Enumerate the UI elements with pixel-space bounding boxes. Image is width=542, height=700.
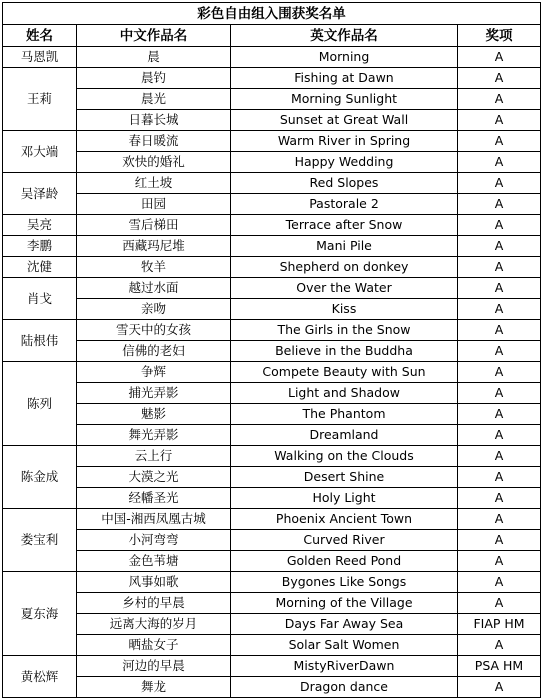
- english-title-cell: Compete Beauty with Sun: [231, 362, 458, 383]
- chinese-title-cell: 捕光弄影: [77, 383, 231, 404]
- table-row: [3, 530, 541, 551]
- chinese-title-cell: 小河弯弯: [77, 530, 231, 551]
- english-title-cell: Fishing at Dawn: [231, 68, 458, 89]
- chinese-title-cell: 晨钓: [77, 68, 231, 89]
- english-title-cell: Bygones Like Songs: [231, 572, 458, 593]
- award-cell: A: [458, 488, 541, 509]
- english-title-cell: The Phantom: [231, 404, 458, 425]
- chinese-title-cell: 经幡圣光: [77, 488, 231, 509]
- chinese-title-cell: 越过水面: [77, 278, 231, 299]
- award-cell: A: [458, 677, 541, 698]
- english-title-cell: Mani Pile: [231, 236, 458, 257]
- chinese-title-cell: 晨光: [77, 89, 231, 110]
- award-cell: A: [458, 131, 541, 152]
- english-title-cell: Warm River in Spring: [231, 131, 458, 152]
- award-cell: A: [458, 572, 541, 593]
- photographer-name-cell: 马恩凯: [3, 47, 77, 68]
- award-cell: A: [458, 551, 541, 572]
- award-cell: A: [458, 530, 541, 551]
- english-title-cell: Curved River: [231, 530, 458, 551]
- table-row: [3, 425, 541, 446]
- english-title-cell: Believe in the Buddha: [231, 341, 458, 362]
- award-cell: A: [458, 110, 541, 131]
- table-row: [3, 488, 541, 509]
- award-cell: A: [458, 89, 541, 110]
- table-row: [3, 299, 541, 320]
- photographer-name-cell: 李鹏: [3, 236, 77, 257]
- english-title-cell: Holy Light: [231, 488, 458, 509]
- english-title-cell: Happy Wedding: [231, 152, 458, 173]
- chinese-title-cell: 亲吻: [77, 299, 231, 320]
- english-title-cell: Morning Sunlight: [231, 89, 458, 110]
- award-cell: A: [458, 257, 541, 278]
- table-row: [3, 89, 541, 110]
- table-row: [3, 173, 541, 194]
- award-cell: A: [458, 173, 541, 194]
- english-title-cell: Desert Shine: [231, 467, 458, 488]
- award-cell: A: [458, 68, 541, 89]
- table-row: [3, 446, 541, 467]
- photographer-name-cell: 沈健: [3, 257, 77, 278]
- header-row: [3, 25, 541, 47]
- award-cell: A: [458, 425, 541, 446]
- english-title-cell: Kiss: [231, 299, 458, 320]
- chinese-title-cell: 日暮长城: [77, 110, 231, 131]
- award-cell: A: [458, 278, 541, 299]
- english-title-cell: Red Slopes: [231, 173, 458, 194]
- english-title-cell: Pastorale 2: [231, 194, 458, 215]
- award-cell: A: [458, 467, 541, 488]
- table-row: [3, 278, 541, 299]
- award-cell: A: [458, 152, 541, 173]
- english-title-cell: Shepherd on donkey: [231, 257, 458, 278]
- chinese-title-cell: 欢快的婚礼: [77, 152, 231, 173]
- table-row: [3, 383, 541, 404]
- award-cell: A: [458, 194, 541, 215]
- award-cell: A: [458, 635, 541, 656]
- award-table-body: [3, 47, 541, 698]
- award-cell: A: [458, 593, 541, 614]
- chinese-title-cell: 舞龙: [77, 677, 231, 698]
- photographer-name-cell: 陈列: [3, 362, 77, 446]
- award-cell: A: [458, 446, 541, 467]
- english-title-cell: Golden Reed Pond: [231, 551, 458, 572]
- award-table: [2, 2, 541, 698]
- chinese-title-cell: 乡村的早晨: [77, 593, 231, 614]
- table-row: [3, 614, 541, 635]
- table-row: [3, 509, 541, 530]
- award-cell: A: [458, 47, 541, 68]
- chinese-title-cell: 雪天中的女孩: [77, 320, 231, 341]
- chinese-title-cell: 信佛的老妇: [77, 341, 231, 362]
- chinese-title-cell: 晒盐女子: [77, 635, 231, 656]
- chinese-title-cell: 大漠之光: [77, 467, 231, 488]
- table-row: [3, 635, 541, 656]
- english-title-cell: Walking on the Clouds: [231, 446, 458, 467]
- photographer-name-cell: 陈金成: [3, 446, 77, 509]
- chinese-title-cell: 晨: [77, 47, 231, 68]
- award-cell: FIAP HM: [458, 614, 541, 635]
- award-cell: A: [458, 215, 541, 236]
- english-title-cell: Morning: [231, 47, 458, 68]
- chinese-title-cell: 远离大海的岁月: [77, 614, 231, 635]
- table-row: [3, 110, 541, 131]
- table-row: [3, 362, 541, 383]
- photographer-name-cell: 娄宝利: [3, 509, 77, 572]
- table-row: [3, 593, 541, 614]
- table-row: [3, 320, 541, 341]
- english-title-cell: Light and Shadow: [231, 383, 458, 404]
- table-row: [3, 677, 541, 698]
- english-title-cell: MistyRiverDawn: [231, 656, 458, 677]
- english-title-cell: Morning of the Village: [231, 593, 458, 614]
- chinese-title-cell: 争辉: [77, 362, 231, 383]
- table-row: [3, 236, 541, 257]
- table-row: [3, 68, 541, 89]
- table-row: [3, 341, 541, 362]
- english-title-cell: Solar Salt Women: [231, 635, 458, 656]
- chinese-title-cell: 舞光弄影: [77, 425, 231, 446]
- english-title-cell: Days Far Away Sea: [231, 614, 458, 635]
- chinese-title-cell: 春日暖流: [77, 131, 231, 152]
- photographer-name-cell: 黄松辉: [3, 656, 77, 698]
- header-cn-title: 中文作品名: [77, 25, 231, 47]
- table-row: [3, 551, 541, 572]
- table-row: [3, 572, 541, 593]
- award-cell: A: [458, 404, 541, 425]
- english-title-cell: Dreamland: [231, 425, 458, 446]
- award-cell: PSA HM: [458, 656, 541, 677]
- photographer-name-cell: 邓大端: [3, 131, 77, 173]
- award-cell: A: [458, 383, 541, 404]
- table-title: 彩色自由组入围获奖名单: [3, 3, 541, 25]
- award-cell: A: [458, 320, 541, 341]
- photographer-name-cell: 吴亮: [3, 215, 77, 236]
- english-title-cell: Sunset at Great Wall: [231, 110, 458, 131]
- header-en-title: 英文作品名: [231, 25, 458, 47]
- chinese-title-cell: 中国-湘西凤凰古城: [77, 509, 231, 530]
- chinese-title-cell: 田园: [77, 194, 231, 215]
- award-cell: A: [458, 341, 541, 362]
- chinese-title-cell: 河边的早晨: [77, 656, 231, 677]
- table-row: [3, 215, 541, 236]
- photographer-name-cell: 陆根伟: [3, 320, 77, 362]
- table-row: [3, 152, 541, 173]
- table-row: [3, 467, 541, 488]
- chinese-title-cell: 西藏玛尼堆: [77, 236, 231, 257]
- table-row: [3, 194, 541, 215]
- photographer-name-cell: 吴泽龄: [3, 173, 77, 215]
- photographer-name-cell: 王莉: [3, 68, 77, 131]
- chinese-title-cell: 云上行: [77, 446, 231, 467]
- english-title-cell: Dragon dance: [231, 677, 458, 698]
- chinese-title-cell: 魅影: [77, 404, 231, 425]
- english-title-cell: Terrace after Snow: [231, 215, 458, 236]
- photographer-name-cell: 肖戈: [3, 278, 77, 320]
- table-row: [3, 404, 541, 425]
- table-row: [3, 257, 541, 278]
- award-cell: A: [458, 299, 541, 320]
- chinese-title-cell: 红土坡: [77, 173, 231, 194]
- english-title-cell: Phoenix Ancient Town: [231, 509, 458, 530]
- english-title-cell: Over the Water: [231, 278, 458, 299]
- award-cell: A: [458, 236, 541, 257]
- award-cell: A: [458, 509, 541, 530]
- photographer-name-cell: 夏东海: [3, 572, 77, 656]
- chinese-title-cell: 风事如歌: [77, 572, 231, 593]
- chinese-title-cell: 金色苇塘: [77, 551, 231, 572]
- header-name: 姓名: [3, 25, 77, 47]
- chinese-title-cell: 牧羊: [77, 257, 231, 278]
- header-award: 奖项: [458, 25, 541, 47]
- table-row: [3, 47, 541, 68]
- chinese-title-cell: 雪后梯田: [77, 215, 231, 236]
- award-cell: A: [458, 362, 541, 383]
- table-row: [3, 131, 541, 152]
- english-title-cell: The Girls in the Snow: [231, 320, 458, 341]
- table-row: [3, 656, 541, 677]
